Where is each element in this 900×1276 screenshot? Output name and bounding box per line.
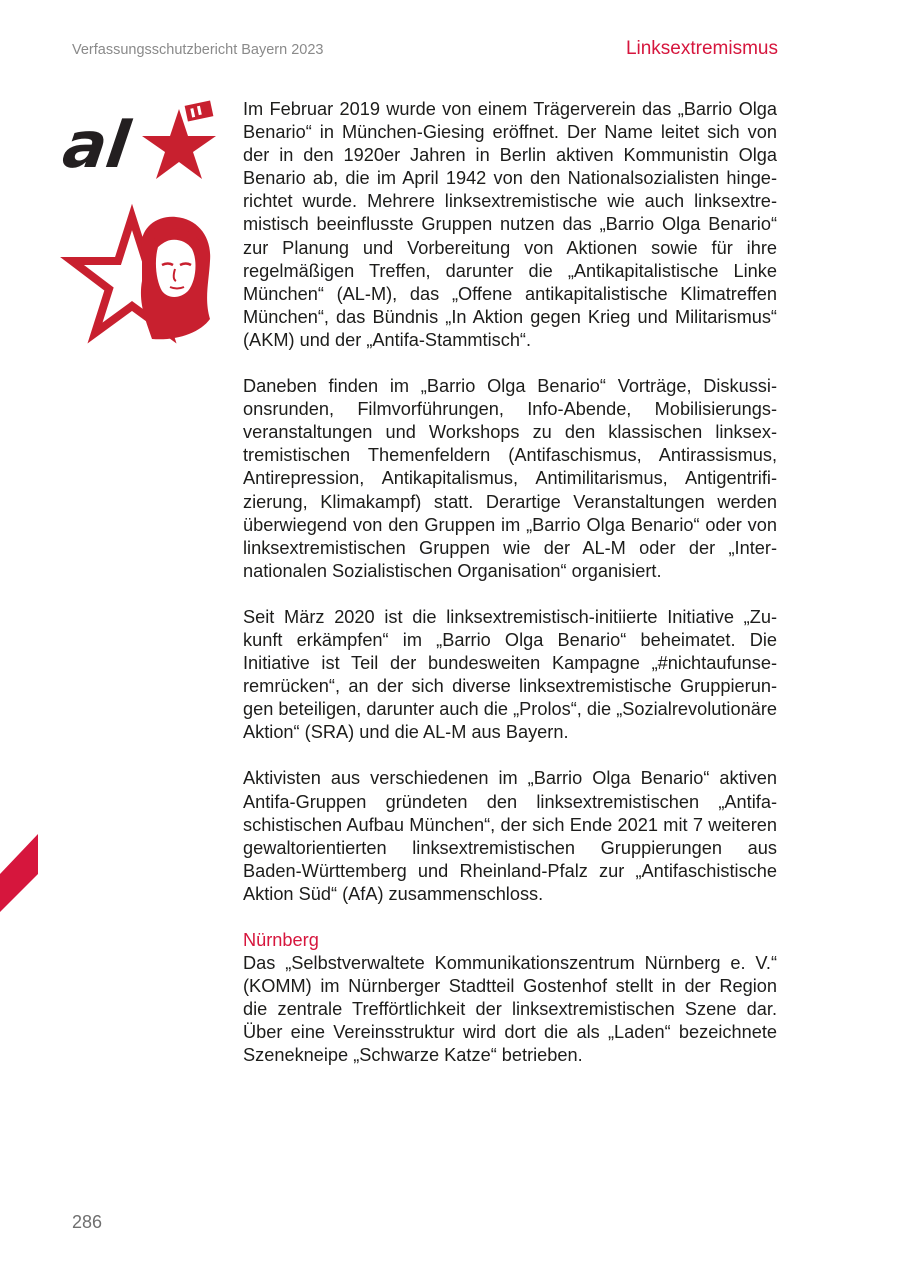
body-text bbox=[243, 98, 777, 1091]
al-m-star-icon bbox=[142, 109, 216, 179]
paragraph-antifaschistischer-aufbau: Aktivisten aus verschiedenen im „Barrio Olga Benario“ aktiven Antifa-Gruppen gründeten den linksextremistischen „Antifaschistischen Aufbau München“, der sich Ende 2021 mit 7 weiteren gewaltorientierten linksextremistischen Gruppierungen aus Baden-Württemberg und Rheinland-Pfalz zur „Antifaschistische Aktion Süd“ (AfA) zusammenschloss. bbox=[243, 768, 777, 904]
paragraph-barrio-olga-benario: Im Februar 2019 wurde von einem Trägerverein das „Barrio Olga Benario“ in München-Giesing eröffnet. Der Name leitet sich von der in den 1920er Jahren in Berlin aktiven Kommunistin Olga Benario ab, die im April 1942 von den Nationalsozialisten hingerichtet wurde. Mehrere linksextremistische wie auch linksextremistisch beeinflusste Gruppen nutzen das „Barrio Olga Benario“ zur Planung und Vorbereitung von Aktionen sowie für ihre regelmäßigen Treffen, darunter die „Antikapitalistische Linke München“ (AL-M), das „Offene antikapitalistische Klimatreffen München“, das Bündnis „In Aktion gegen Krieg und Militarismus“ (AKM) und der „Antifa-Stammtisch“. bbox=[243, 99, 777, 350]
page-number: 286 bbox=[72, 1212, 103, 1232]
section-title: Linksextremismus bbox=[625, 38, 778, 59]
al-m-logo bbox=[58, 101, 216, 185]
section-marker-tab bbox=[0, 834, 38, 912]
portrait-icon bbox=[141, 217, 210, 339]
al-m-logo-text: al bbox=[58, 108, 135, 183]
paragraph-veranstaltungen: Daneben finden im „Barrio Olga Benario“ Vorträge, Diskussionsrunden, Filmvorführungen, Info-Abende, Mobilisierungsveranstaltungen und Workshops zu den klassischen linksextremistischen Themenfeldern (Antifaschismus, Antirassismus, Antirepression, Antikapitalismus, Antimilitarismus, Antigentrifizierung, Klimakampf) statt. Derartige Veranstaltungen werden überwiegend von den Gruppen im „Barrio Olga Benario“ oder von linksextremistischen Gruppen wie der AL-M oder der „Internationalen Sozialistischen Organisation“ organisiert. bbox=[243, 376, 777, 581]
running-header bbox=[72, 38, 778, 60]
barrio-olga-benario-logo bbox=[72, 207, 214, 343]
paragraph-nuernberg: Das „Selbstverwaltete Kommunikationszentrum Nürnberg e. V.“ (KOMM) im Nürnberger Stadtteil Gostenhof stellt in der Region die zentrale Trefförtlichkeit der linksextremistischen Szene dar. Über eine Vereinsstruktur wird dort die als „Laden“ bezeichnete Szenekneipe „Schwarze Katze“ betrieben. bbox=[243, 953, 777, 1066]
paragraph-zukunft-erkaempfen: Seit März 2020 ist die linksextremistisch-initiierte Initiative „Zukunft erkämpfen“ im „Barrio Olga Benario“ beheimatet. Die Initiative ist Teil der bundesweiten Kampagne „#nichtaufunseremrücken“, an der sich diverse linksextremistische Gruppierungen beteiligen, darunter auch die „Prolos“, die „Sozialrevolutionäre Aktion“ (SRA) und die AL-M aus Bayern. bbox=[243, 606, 777, 743]
section-heading-nuernberg: Nürnberg bbox=[243, 930, 319, 950]
publication-title: Verfassungsschutzbericht Bayern 2023 bbox=[72, 42, 324, 58]
